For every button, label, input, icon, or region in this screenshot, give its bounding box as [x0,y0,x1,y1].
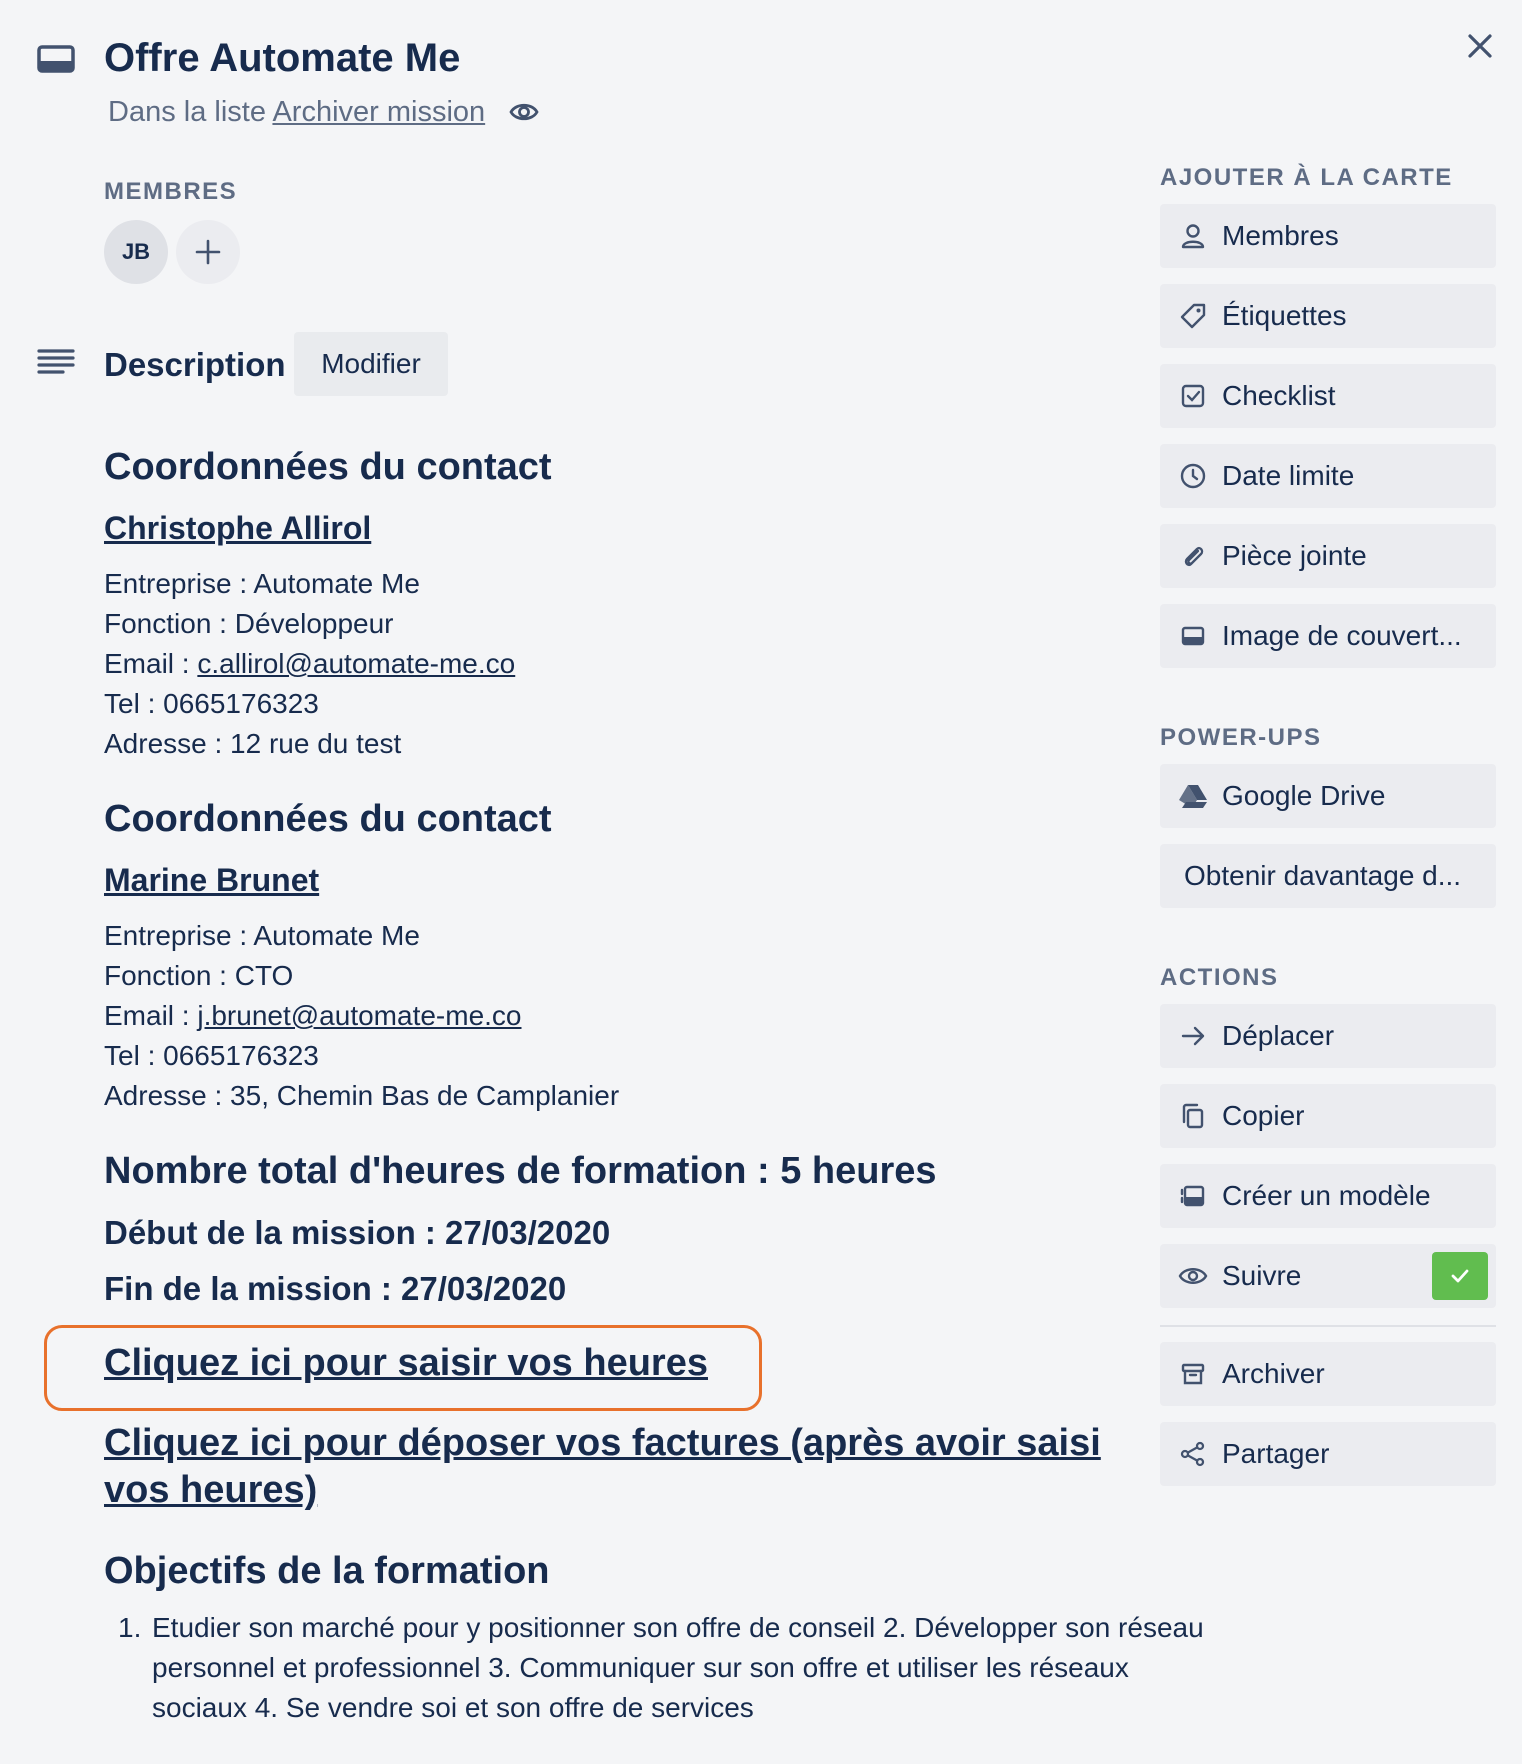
contact-role: Fonction : Développeur [104,608,394,639]
list-location [108,96,485,129]
paperclip-icon [1176,539,1210,573]
upload-invoices-link[interactable]: Cliquez ici pour déposer vos factures (après avoir saisi vos heures) [104,1422,1101,1511]
sidebar-divider [1160,1325,1496,1327]
google-drive-button[interactable]: Google Drive [1160,764,1496,828]
goals-heading: Objectifs de la formation [104,1550,550,1592]
close-icon[interactable] [1462,28,1498,64]
mission-end: Fin de la mission : 27/03/2020 [104,1270,567,1307]
checklist-button[interactable]: Checklist [1160,364,1496,428]
contact-role: Fonction : CTO [104,960,294,991]
contact-phone: Tel : 0665176323 [104,1040,319,1071]
watch-button[interactable]: Suivre [1160,1244,1496,1308]
actions-label: ACTIONS [1160,964,1279,991]
share-button[interactable]: Partager [1160,1422,1496,1486]
get-more-power-ups-button[interactable]: Obtenir davantage d... [1160,844,1496,908]
share-icon [1176,1437,1210,1471]
mission-start: Début de la mission : 27/03/2020 [104,1214,611,1251]
watching-check-badge [1432,1252,1488,1300]
archive-icon [1176,1357,1210,1391]
contact-address: Adresse : 12 rue du test [104,728,402,759]
contact-heading: Coordonnées du contact [104,798,552,840]
list-prefix: Dans la liste [108,96,266,128]
email-prefix: Email : [104,1000,198,1031]
members-label: MEMBRES [104,178,238,205]
move-button[interactable]: Déplacer [1160,1004,1496,1068]
contact-heading: Coordonnées du contact [104,446,552,488]
edit-description-button[interactable]: Modifier [294,332,448,396]
contact-name-link[interactable]: Marine Brunet [104,862,320,898]
clock-icon [1176,459,1210,493]
create-template-button[interactable]: Créer un modèle [1160,1164,1496,1228]
template-icon [1176,1179,1210,1213]
contact-address: Adresse : 35, Chemin Bas de Camplanier [104,1080,620,1111]
description-icon [36,346,76,378]
copy-icon [1176,1099,1210,1133]
cover-icon [1176,619,1210,653]
check-icon [1448,1264,1472,1288]
eye-icon [1176,1259,1210,1293]
contact-phone: Tel : 0665176323 [104,688,319,719]
eye-icon [508,98,540,126]
cover-image-button[interactable]: Image de couvert... [1160,604,1496,668]
contact-company: Entreprise : Automate Me [104,920,420,951]
contact-email-link[interactable]: j.brunet@automate-me.co [197,1000,522,1031]
list-number: 1. [118,1612,142,1643]
archive-button[interactable]: Archiver [1160,1342,1496,1406]
contact-email-line [104,1000,522,1032]
arrow-right-icon [1176,1019,1210,1053]
google-drive-icon [1176,779,1210,813]
contact-company: Entreprise : Automate Me [104,568,420,599]
copy-button[interactable]: Copier [1160,1084,1496,1148]
add-to-card-label: AJOUTER À LA CARTE [1160,164,1453,191]
power-ups-label: POWER-UPS [1160,724,1322,751]
card-icon [36,44,76,74]
list-name-link[interactable]: Archiver mission [272,96,486,128]
contact-email-line [104,648,515,680]
avatar[interactable]: JB [104,220,168,284]
total-hours-heading: Nombre total d'heures de formation : 5 heures [104,1150,937,1192]
contact-name-link[interactable]: Christophe Allirol [104,510,372,546]
goals-text: Etudier son marché pour y positionner son offre de conseil 2. Développer son réseau personnel et professionnel 3. Communiquer sur son offre et utiliser les réseaux sociaux 4. Se vendre soi et son offre de services [152,1612,1204,1723]
tag-icon [1176,299,1210,333]
description-title: Description [104,346,286,383]
plus-icon [194,238,222,266]
attachment-button[interactable]: Pièce jointe [1160,524,1496,588]
members-button[interactable]: Membres [1160,204,1496,268]
email-prefix: Email : [104,648,198,679]
checklist-icon [1176,379,1210,413]
due-date-button[interactable]: Date limite [1160,444,1496,508]
card-title[interactable]: Offre Automate Me [104,36,461,80]
add-member-button[interactable] [176,220,240,284]
labels-button[interactable]: Étiquettes [1160,284,1496,348]
enter-hours-link[interactable]: Cliquez ici pour saisir vos heures [104,1342,708,1384]
contact-email-link[interactable]: c.allirol@automate-me.co [197,648,516,679]
person-icon [1176,219,1210,253]
